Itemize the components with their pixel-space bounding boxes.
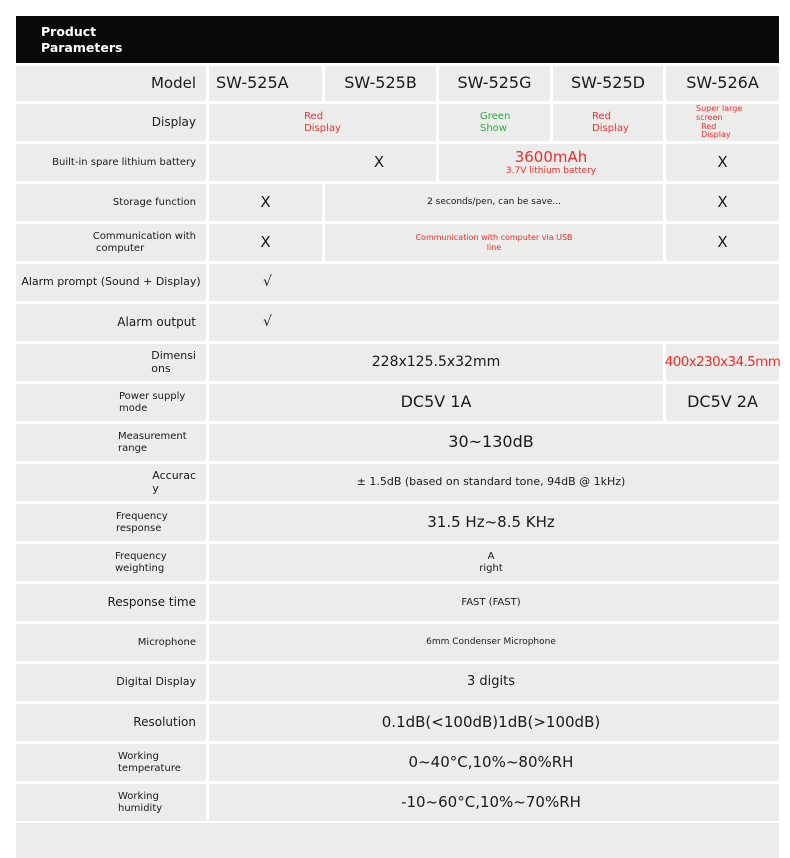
power-value-e	[666, 384, 779, 421]
power-label-line1: Power supply	[119, 391, 186, 402]
row-label-digital-display	[16, 664, 206, 701]
row-label-range	[16, 424, 206, 461]
model-name: SW-525A	[216, 73, 289, 93]
title-line-2: Parameters	[41, 40, 123, 55]
storage-value-mid	[325, 184, 663, 221]
display-e-line2: screen	[696, 112, 723, 122]
working-humidity-text: -10~60°C,10%~70%RH	[401, 792, 581, 811]
digital-display-text: 3 digits	[466, 674, 515, 690]
power-main-text: DC5V 1A	[400, 392, 472, 412]
row-label-alarm-output	[16, 304, 206, 341]
display-e-line3: Red	[701, 121, 717, 131]
title-line-1: Product	[41, 24, 97, 39]
accuracy-value	[209, 464, 779, 501]
row-label-battery	[16, 144, 206, 181]
range-value	[209, 424, 779, 461]
freq-weighting-label-line2: weighting	[115, 562, 165, 574]
response-time-value	[209, 584, 779, 621]
accuracy-label-line2: y	[152, 481, 159, 495]
storage-value-a	[209, 184, 322, 221]
row-label-display	[16, 104, 206, 141]
communication-mid-line1: Communication with computer via USB	[415, 233, 573, 243]
communication-mid-line2: line	[486, 242, 502, 252]
power-label-line2: mode	[119, 402, 148, 414]
battery-value-ab	[209, 144, 436, 181]
working-temperature-value	[209, 744, 779, 781]
storage-e-text: X	[717, 192, 728, 211]
working-temp-label-line2: temperature	[118, 762, 181, 774]
row-label-freq-weighting	[16, 544, 206, 581]
model-header-sw525g	[439, 66, 550, 101]
display-ab-line2: Display	[304, 122, 341, 134]
alarm-output-text: √	[263, 314, 272, 331]
freq-response-label-line1: Frequency	[116, 511, 168, 522]
communication-value-a	[209, 224, 322, 261]
battery-gd-main: 3600mAh	[514, 147, 588, 166]
communication-value-mid	[325, 224, 663, 261]
model-name: SW-525D	[571, 73, 645, 93]
row-label-model	[16, 66, 206, 101]
model-name: SW-526A	[686, 73, 759, 93]
model-name: SW-525B	[344, 73, 417, 93]
dimensions-value-e	[666, 344, 779, 381]
row-label-dimensions	[16, 344, 206, 381]
display-value-ab	[209, 104, 436, 141]
display-e-line1: Super large	[696, 103, 743, 113]
display-label: Display	[151, 114, 196, 129]
storage-mid-text: 2 seconds/pen, can be save...	[427, 197, 561, 208]
storage-value-e	[666, 184, 779, 221]
page-title	[41, 24, 122, 56]
power-e-text: DC5V 2A	[687, 392, 758, 412]
parameters-header	[16, 16, 779, 63]
display-d-line1: Red	[592, 111, 611, 122]
model-header-sw525b	[325, 66, 436, 101]
display-d-line2: Display	[592, 122, 629, 134]
range-label-line2: range	[118, 442, 148, 454]
communication-value-e	[666, 224, 779, 261]
storage-a-text: X	[260, 192, 271, 211]
display-g-line2: Show	[480, 122, 507, 134]
row-label-freq-response	[16, 504, 206, 541]
battery-value-e	[666, 144, 779, 181]
alarm-prompt-text: √	[263, 274, 272, 291]
dimensions-label-line1: Dimensi	[151, 348, 196, 362]
alarm-output-label: Alarm output	[117, 314, 196, 329]
model-header-sw525d	[553, 66, 663, 101]
display-value-g	[439, 104, 550, 141]
row-label-power	[16, 384, 206, 421]
communication-label-line1: Communication with	[92, 231, 196, 242]
working-temp-text: 0~40°C,10%~80%RH	[408, 752, 574, 771]
alarm-output-value	[209, 304, 779, 341]
battery-value-gd	[439, 144, 663, 181]
row-label-communication	[16, 224, 206, 261]
freq-weighting-value	[209, 544, 779, 581]
freq-response-value	[209, 504, 779, 541]
alarm-prompt-value	[209, 264, 779, 301]
display-ab-line1: Red	[304, 111, 324, 122]
row-label-response-time	[16, 584, 206, 621]
communication-a-text: X	[260, 232, 271, 251]
battery-ab-text: X	[373, 152, 385, 171]
display-e-line4: Display	[701, 130, 731, 140]
dimensions-value-main	[209, 344, 663, 381]
digital-display-value	[209, 664, 779, 701]
range-label-line1: Measurement	[118, 431, 187, 442]
alarm-prompt-label: Alarm prompt (Sound + Display)	[21, 275, 201, 289]
freq-response-text: 31.5 Hz~8.5 KHz	[427, 512, 555, 531]
row-label-resolution	[16, 704, 206, 741]
communication-label-line2: computer	[95, 242, 145, 254]
row-label-working-humidity	[16, 784, 206, 821]
freq-weighting-label-line1: Frequency	[115, 551, 167, 562]
dimensions-main-text: 228x125.5x32mm	[371, 354, 501, 371]
row-label-working-temperature	[16, 744, 206, 781]
working-humidity-label-line1: Working	[118, 791, 159, 802]
freq-weighting-line1: A	[487, 551, 495, 562]
response-time-text: FAST (FAST)	[461, 596, 521, 608]
response-time-label: Response time	[107, 594, 196, 609]
display-g-line1: Green	[480, 111, 511, 122]
accuracy-text: ± 1.5dB (based on standard tone, 94dB @ 1kHz)	[356, 475, 626, 489]
resolution-value	[209, 704, 779, 741]
accuracy-label-line1: Accurac	[152, 468, 196, 482]
battery-e-text: X	[717, 152, 728, 171]
working-temp-label-line1: Working	[118, 751, 159, 762]
power-value-main	[209, 384, 663, 421]
display-value-d	[553, 104, 663, 141]
footer-band	[16, 823, 779, 858]
display-value-e	[666, 104, 779, 141]
dimensions-e-text: 400x230x34.5mm	[664, 353, 781, 370]
resolution-label: Resolution	[133, 714, 196, 729]
row-label-microphone	[16, 624, 206, 661]
microphone-value	[209, 624, 779, 661]
dimensions-label-line2: ons	[151, 361, 171, 375]
freq-response-label-line2: response	[116, 522, 162, 534]
communication-e-text: X	[717, 232, 728, 251]
freq-weighting-line2: right	[479, 562, 503, 574]
row-label-alarm-prompt	[16, 264, 206, 301]
microphone-text: 6mm Condenser Microphone	[426, 637, 556, 648]
row-label-accuracy	[16, 464, 206, 501]
range-text: 30~130dB	[448, 432, 534, 452]
microphone-label: Microphone	[137, 636, 196, 648]
model-header-sw525a	[209, 66, 322, 101]
battery-label: Built-in spare lithium battery	[52, 156, 196, 168]
model-label: Model	[150, 73, 196, 92]
model-header-sw526a	[666, 66, 779, 101]
model-name: SW-525G	[457, 73, 532, 93]
digital-display-label: Digital Display	[116, 675, 196, 689]
row-label-storage	[16, 184, 206, 221]
resolution-text: 0.1dB(<100dB)1dB(>100dB)	[381, 712, 601, 731]
working-humidity-label-line2: humidity	[118, 802, 163, 814]
battery-gd-sub: 3.7V lithium battery	[505, 165, 597, 176]
storage-label: Storage function	[112, 196, 196, 208]
working-humidity-value	[209, 784, 779, 821]
